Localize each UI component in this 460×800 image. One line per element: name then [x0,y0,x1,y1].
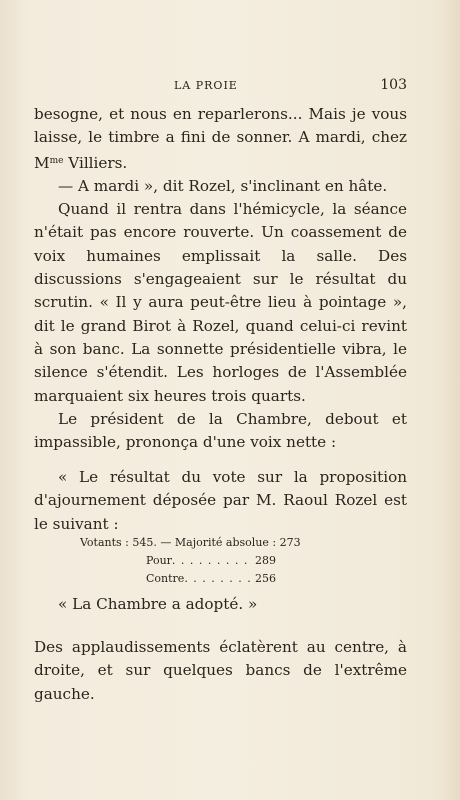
vote-pour-value: 289 [255,554,276,567]
body-text [34,103,407,454]
paragraph-1-end: Villiers. [63,153,128,172]
president-quote: « Le résultat du vote sur la proposition d'ajournement déposée par M. Raoul Rozel est le suivant : [34,468,407,533]
vote-summary: Votants : 545. — Majorité absolue : 273 [80,536,301,549]
vote-contre-label: Contre. . . . . . . . [146,572,252,585]
paragraph-3: Quand il rentra dans l'hémicycle, la séance n'était pas encore rouverte. Un coassement de voix humaines emplissait la salle. Des discussions s'engageaient sur le résultat du scrutin. « Il y aura peut-être lieu à pointage », dit le grand Birot à Rozel, quand celui-ci revint à son banc. La sonnette présidentielle vibra, le silence s'étendit. Les horloges de l'Assemblée marquaient six heures trois quarts. [34,200,407,405]
paragraph-4: Le président de la Chambre, debout et impassible, prononça d'une voix nette : [34,409,407,452]
page-number: 103 [380,77,407,93]
paragraph-2: — A mardi », dit Rozel, s'inclinant en hâte. [58,176,388,195]
running-title: LA PROIE [174,79,238,92]
vote-pour-label: Pour. . . . . . . . . [146,554,249,567]
superscript-me: me [49,155,64,166]
vote-contre-value: 256 [255,572,276,585]
final-paragraph: Des applaudissements éclatèrent au centre, à droite, et sur quelques bancs de l'extrême gauche. [34,638,407,703]
paragraph-1-text: besogne, et nous en reparlerons... Mais je vous laisse, le timbre a fini de sonner. A mardi, chez M [34,105,407,172]
adoption-line: « La Chambre a adopté. » [58,595,258,613]
paragraph-1 [34,103,407,175]
page-header [34,77,407,97]
